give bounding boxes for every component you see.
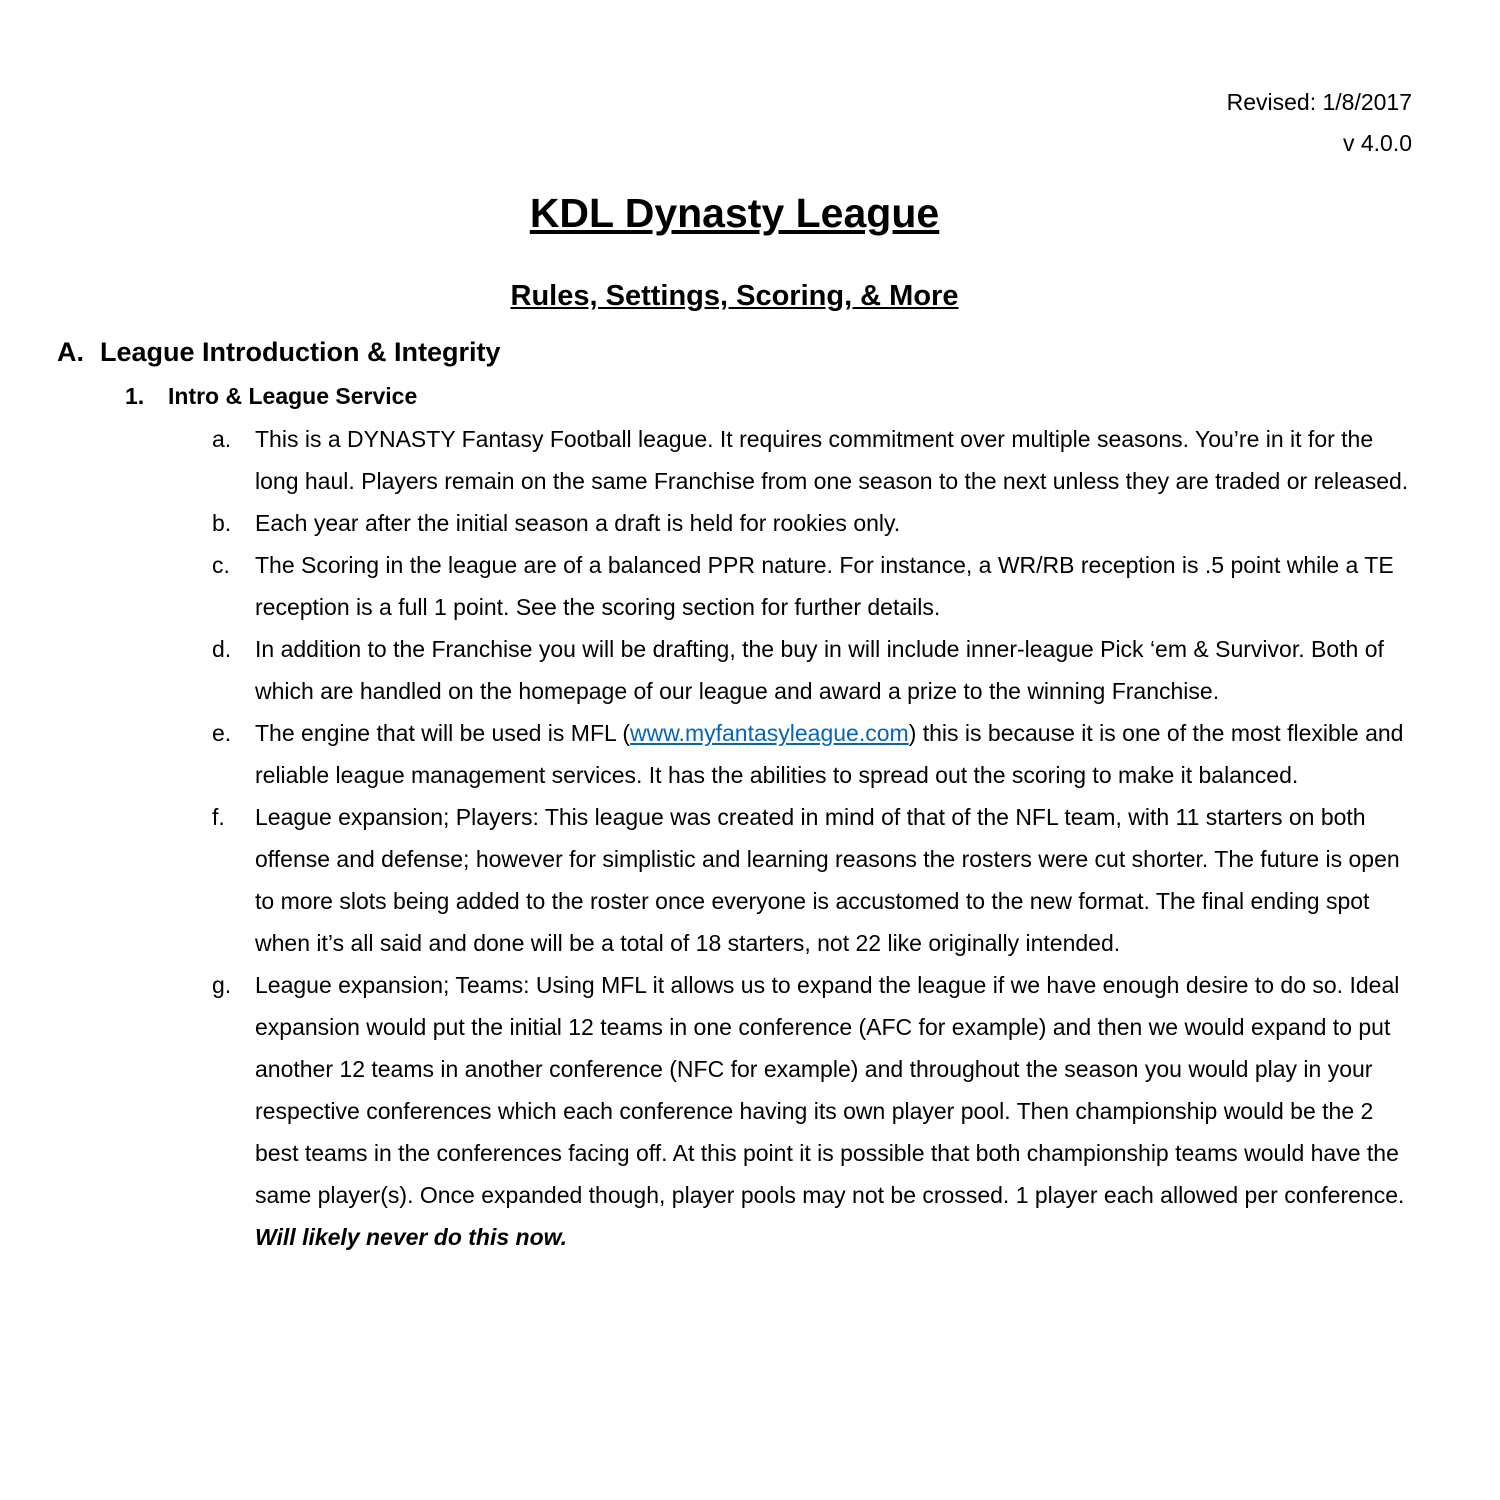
list-item-c xyxy=(212,544,1412,628)
subsection-heading-text: Intro & League Service xyxy=(168,383,418,409)
version-number: v 4.0.0 xyxy=(1342,130,1412,156)
subsection-label: 1. xyxy=(125,383,145,409)
emphasis-text: Will likely never do this now. xyxy=(255,1224,568,1250)
document-title: KDL Dynasty League xyxy=(529,190,940,236)
item-label: d. xyxy=(212,636,232,662)
item-text-before-link: The engine that will be used is MFL ( xyxy=(255,720,630,746)
section-a-heading xyxy=(57,330,1412,374)
list-item-b xyxy=(212,502,1412,544)
revision-header xyxy=(57,82,1412,164)
item-text: The Scoring in the league are of a balanced PPR nature. For instance, a WR/RB reception is .5 point while a TE reception is a full 1 point. See the scoring section for further details. xyxy=(255,552,1394,620)
revision-date: Revised: 1/8/2017 xyxy=(1226,89,1412,115)
item-main-text: League expansion; Teams: Using MFL it allows us to expand the league if we have enough desire to do so. Ideal expansion would put the initial 12 teams in one conference (AFC for example) and then we would expand to put another 12 teams in another conference (NFC for example) and throughout the season you would play in your respective conferences which each conference having its own player pool. Then championship would be the 2 best teams in the conferences facing off. At this point it is possible that both championship teams would have the same player(s). Once expanded though, player pools may not be crossed. 1 player each allowed per conference. xyxy=(255,972,1405,1208)
myfantasyleague-link[interactable]: www.myfantasyleague.com xyxy=(630,720,909,746)
list-item-a xyxy=(212,418,1412,502)
item-text: This is a DYNASTY Fantasy Football league. It requires commitment over multiple seasons. You’re in it for the long haul. Players remain on the same Franchise from one season to the next unless they are traded or released. xyxy=(255,426,1409,494)
item-text xyxy=(255,712,1412,796)
list-item-f xyxy=(212,796,1412,964)
item-label: b. xyxy=(212,510,232,536)
item-label: f. xyxy=(212,804,225,830)
list-item-g xyxy=(212,964,1412,1258)
item-label: c. xyxy=(212,552,230,578)
item-text-after-link: ) this is because it is one of the most flexible and reliable league management services. It has the abilities to spread out the scoring to make it balanced. xyxy=(255,720,1404,788)
item-text: Each year after the initial season a draft is held for rookies only. xyxy=(255,510,901,536)
list-item-d xyxy=(212,628,1412,712)
item-text: League expansion; Players: This league was created in mind of that of the NFL team, with 11 starters on both offense and defense; however for simplistic and learning reasons the rosters were cut shorter. The future is open to more slots being added to the roster once everyone is accustomed to the new format. The final ending spot when it’s all said and done will be a total of 18 starters, not 22 like originally intended. xyxy=(255,804,1400,956)
subsection-1-heading xyxy=(125,374,1412,418)
item-text: In addition to the Franchise you will be drafting, the buy in will include inner-league Pick ‘em & Survivor. Both of which are handled on the homepage of our league and award a prize to the winning Franchise. xyxy=(255,636,1384,704)
section-heading-text: League Introduction & Integrity xyxy=(100,337,501,367)
list-item-e xyxy=(212,712,1412,796)
section-label: A. xyxy=(57,337,84,367)
item-label: e. xyxy=(212,720,232,746)
item-label: a. xyxy=(212,426,232,452)
item-text xyxy=(255,964,1412,1258)
outline-item-list xyxy=(212,418,1412,1258)
item-label: g. xyxy=(212,972,232,998)
document-subtitle: Rules, Settings, Scoring, & More xyxy=(510,280,959,312)
